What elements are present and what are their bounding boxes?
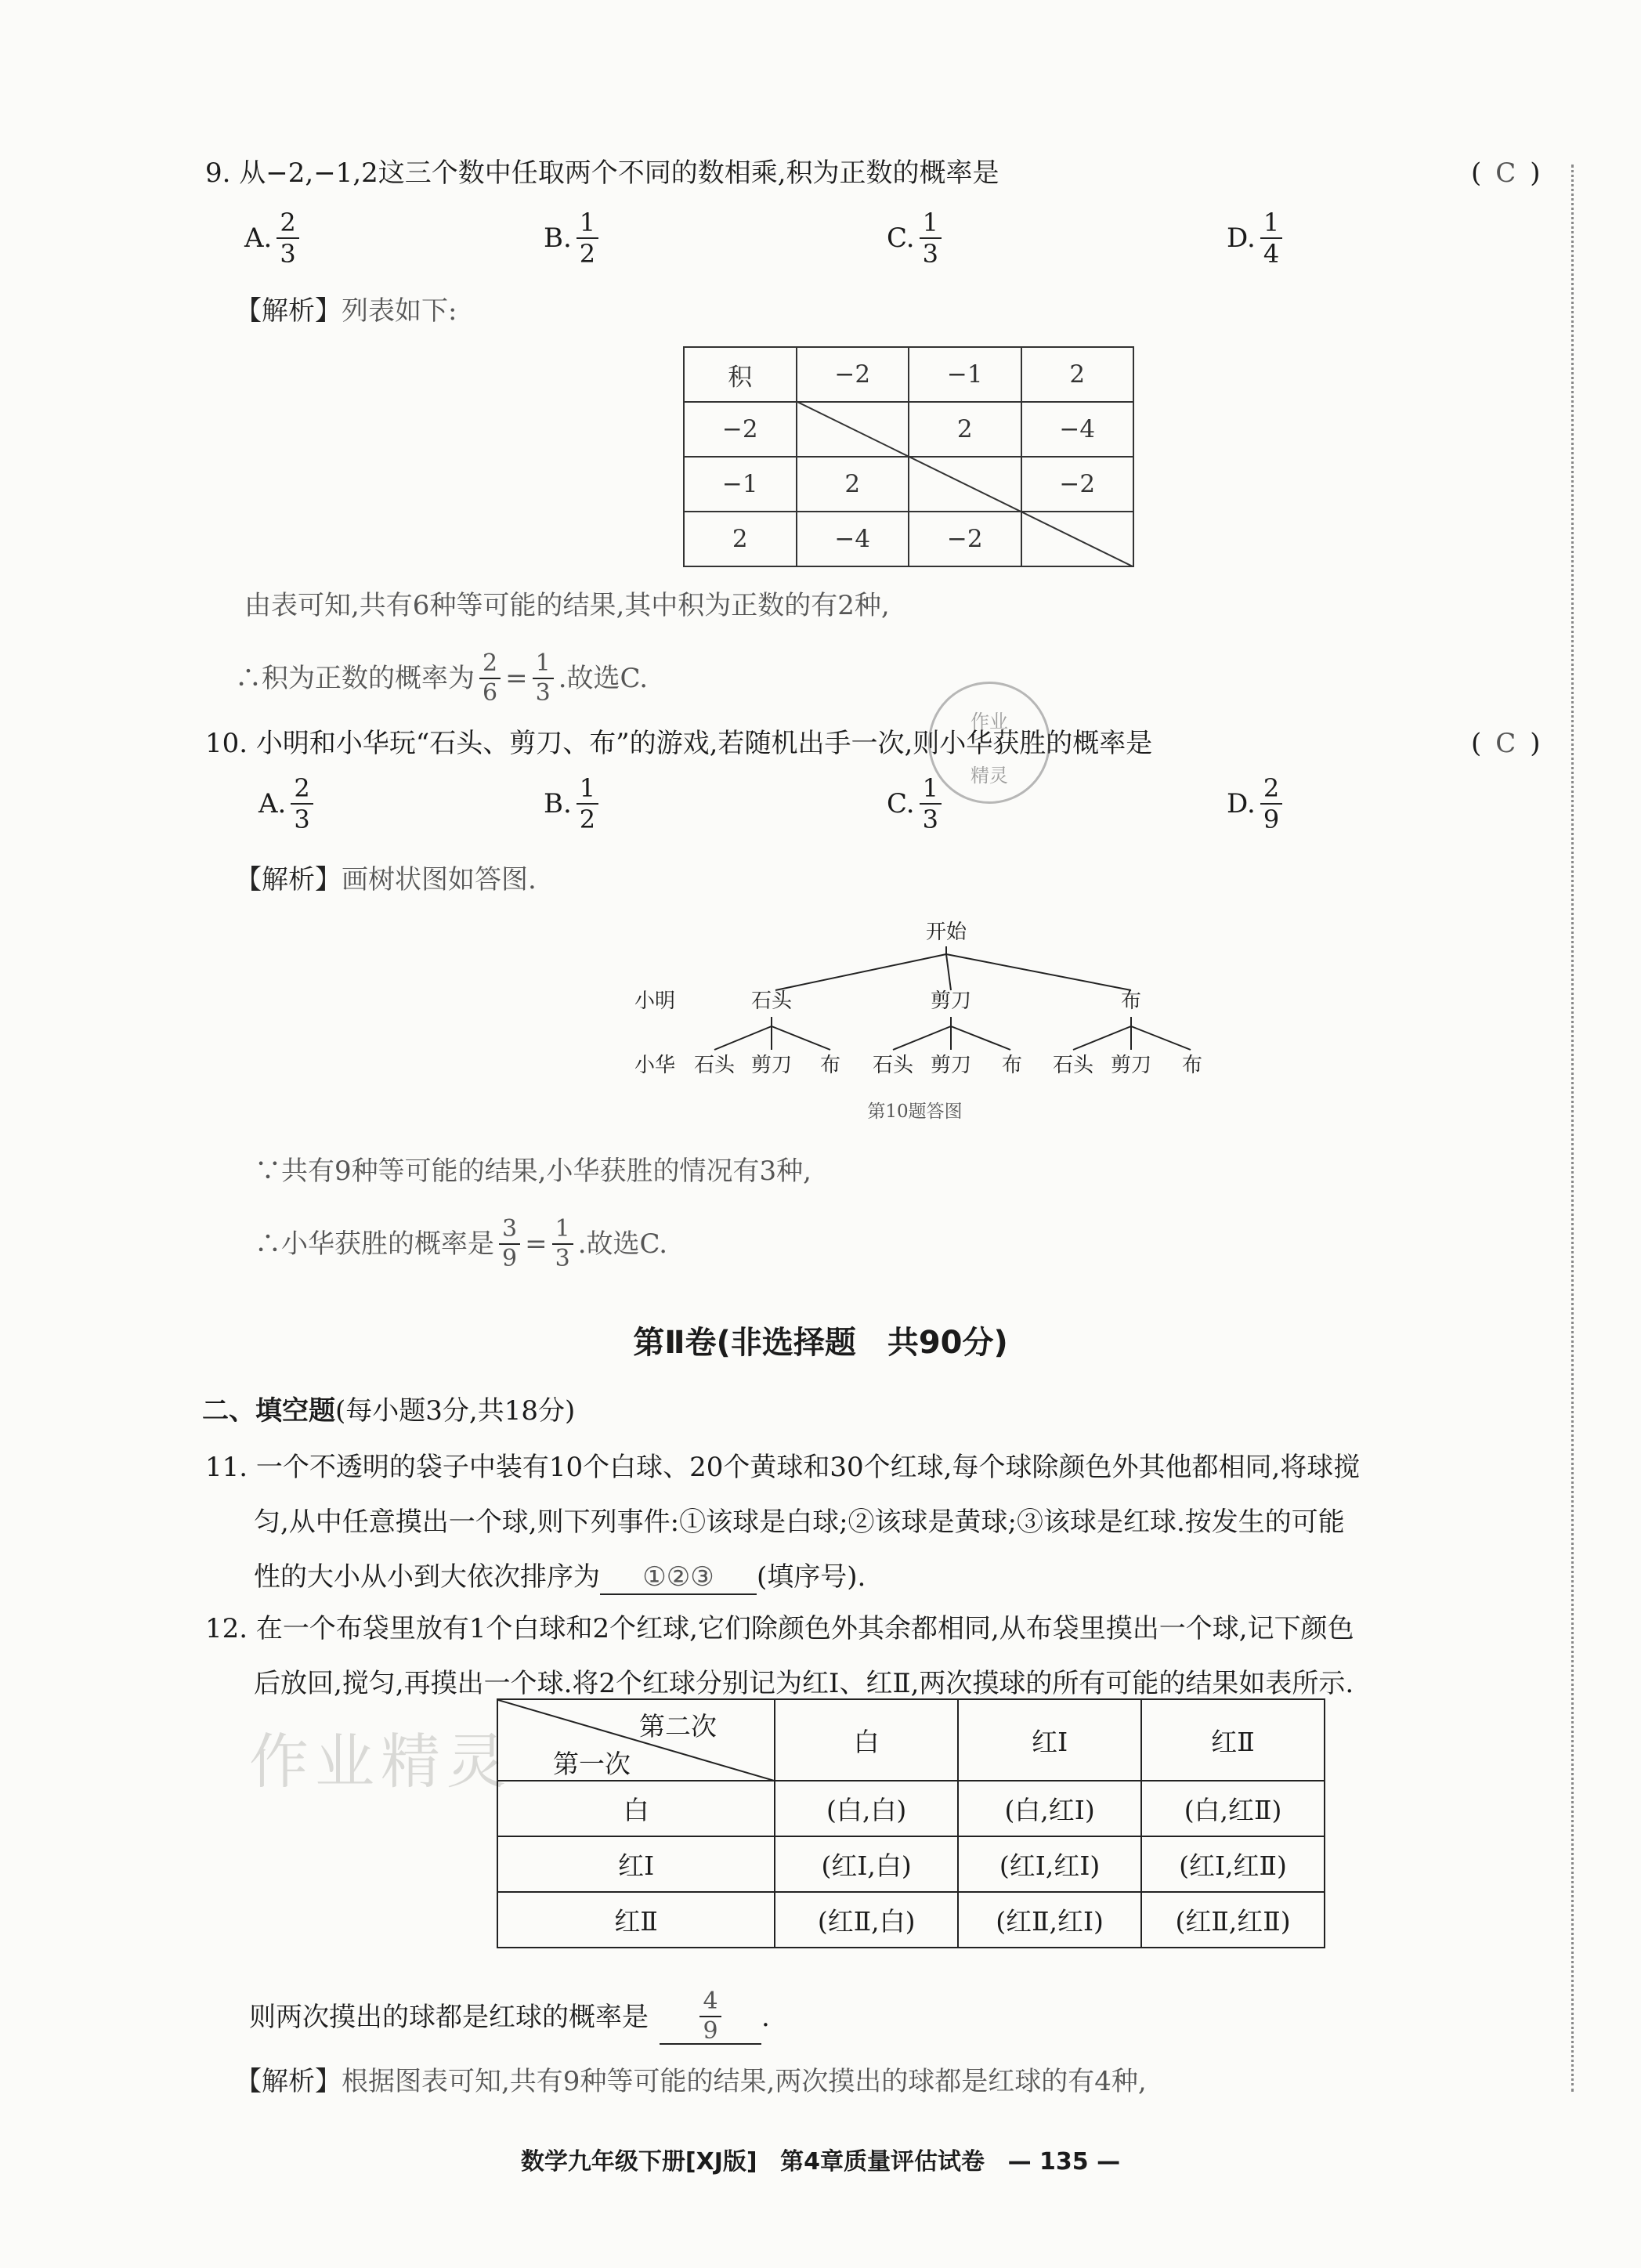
- watermark: 作业精灵: [249, 1727, 512, 1796]
- table-cell: (红Ⅱ,白): [775, 1892, 958, 1948]
- q9-option-d: D. $\frac{1}{4}$: [1227, 210, 1287, 266]
- table-cell: 2: [797, 457, 909, 512]
- corner-diagonal: [498, 1700, 777, 1781]
- q12-analysis: 【解析】根据图表可知,共有9种等可能的结果,两次摸出的球都是红球的有4种,: [235, 2066, 1147, 2097]
- q10-answer: C: [1495, 728, 1531, 759]
- tree-root: 开始: [925, 921, 967, 944]
- q10-option-c: C. $\frac{1}{3}$: [887, 776, 946, 832]
- page-footer: [0, 2142, 1641, 2176]
- q12-outcome-table: [497, 1698, 1325, 1948]
- q11-number: 11.: [205, 1452, 248, 1483]
- table-cell: 2: [909, 402, 1021, 457]
- table-header-cell: −2: [797, 347, 909, 402]
- q12-number: 12.: [205, 1613, 248, 1644]
- tree-caption: 第10题答图: [867, 1101, 963, 1122]
- tree-row-label-xiaohua: 小华: [634, 1054, 676, 1077]
- tree-leaf: 剪刀: [930, 1054, 972, 1077]
- tree-leaf: 剪刀: [1110, 1054, 1152, 1077]
- tree-branch: 剪刀: [930, 989, 972, 1013]
- table-cell: −2: [684, 402, 797, 457]
- q12-answer-blank: $\frac{4}{9}$: [660, 1990, 761, 2045]
- footer-book: 数学九年级下册[XJ版]: [520, 2148, 757, 2176]
- tree-branch: 石头: [750, 989, 793, 1013]
- table-cell: (白,红Ⅰ): [958, 1781, 1141, 1836]
- section-title: 第Ⅱ卷(非选择题 共90分): [633, 1325, 1008, 1361]
- table-header-cell: 2: [1021, 347, 1134, 402]
- q9-product-table: [683, 346, 1134, 567]
- q10-number: 10.: [205, 728, 248, 759]
- tree-branch: 布: [1120, 989, 1142, 1013]
- table-cell: −2: [1021, 457, 1134, 512]
- q9-conclusion-1: 由表可知,共有6种等可能的结果,其中积为正数的有2种,: [244, 590, 890, 621]
- table-header-cell: 红Ⅱ: [1141, 1699, 1325, 1781]
- q10-answer-bracket: ( C): [1471, 728, 1541, 759]
- table-header-cell: 白: [775, 1699, 958, 1781]
- table-cell: (红Ⅰ,红Ⅱ): [1141, 1836, 1325, 1892]
- q11-answer-blank: ①②③: [600, 1561, 757, 1595]
- footer-chapter: 第4章质量评估试卷: [780, 2148, 985, 2176]
- q11-line3: 性的大小从小到大依次排序为 ①②③ (填序号).: [254, 1561, 866, 1595]
- q9-stem-text: 从−2,−1,2这三个数中任取两个不同的数相乘,积为正数的概率是: [239, 157, 999, 189]
- diagonal-line: [683, 346, 1134, 567]
- table-header-cell: −1: [909, 347, 1021, 402]
- tree-leaf: 布: [1001, 1054, 1023, 1077]
- table-cell: (红Ⅱ,红Ⅱ): [1141, 1892, 1325, 1948]
- table-cell: −4: [797, 512, 909, 566]
- q12-question: 则两次摸出的球都是红球的概率是 $\frac{4}{9}$ .: [249, 1988, 770, 2045]
- tree-leaf: 剪刀: [750, 1054, 793, 1077]
- corner-top-label: 第二次: [639, 1711, 717, 1742]
- table-cell: −1: [684, 457, 797, 512]
- q10-analysis: 【解析】画树状图如答图.: [235, 864, 537, 895]
- q9-option-c: C. $\frac{1}{3}$: [887, 210, 946, 266]
- q9-stem: [205, 157, 999, 190]
- tree-leaf: 布: [1181, 1054, 1203, 1077]
- tree-leaf: 石头: [872, 1054, 914, 1077]
- table-cell: 2: [684, 512, 797, 566]
- q9-analysis: 【解析】列表如下:: [235, 295, 457, 327]
- table-cell: (红Ⅰ,红Ⅰ): [958, 1836, 1141, 1892]
- tree-row-label-xiaoming: 小明: [634, 989, 676, 1013]
- q9-conclusion-2: ∴积为正数的概率为 $\frac{2}{6}$ = $\frac{1}{3}$ .故选C.: [235, 649, 649, 707]
- tree-leaf: 石头: [693, 1054, 736, 1077]
- table-cell: (白,白): [775, 1781, 958, 1836]
- q11-line2: 匀,从中任意摸出一个球,则下列事件:①该球是白球;②该球是黄球;③该球是红球.按发生的可能: [254, 1507, 1345, 1538]
- table-row-head: 红Ⅱ: [497, 1892, 775, 1948]
- q10-stem: [205, 727, 1152, 760]
- q10-option-b: B. $\frac{1}{2}$: [544, 776, 603, 832]
- q11-line1: 11. 一个不透明的袋子中装有10个白球、20个黄球和30个红球,每个球除颜色外其他都相同,将球搅: [205, 1452, 1361, 1483]
- table-cell: (红Ⅱ,红Ⅰ): [958, 1892, 1141, 1948]
- page-number: — 135 —: [1007, 2148, 1121, 2176]
- tree-leaf: 石头: [1052, 1054, 1094, 1077]
- binding-margin-line: [1571, 165, 1574, 2092]
- q10-option-a: A. $\frac{2}{3}$: [258, 776, 318, 832]
- tree-leaf: 布: [819, 1054, 841, 1077]
- table-row-head: 白: [497, 1781, 775, 1836]
- q10-conclusion-2: ∴小华获胜的概率是 $\frac{3}{9}$ = $\frac{1}{3}$ .故选C.: [255, 1215, 668, 1272]
- table-cell: (红Ⅰ,白): [775, 1836, 958, 1892]
- q12-line2: 后放回,搅匀,再摸出一个球.将2个红球分别记为红Ⅰ、红Ⅱ,两次摸球的所有可能的结果如表所示.: [254, 1668, 1354, 1699]
- stamp-seal: 作业 精灵: [928, 682, 1050, 804]
- q9-option-a: A. $\frac{2}{3}$: [244, 210, 304, 266]
- part2-heading: 二、填空题(每小题3分,共18分): [202, 1395, 576, 1427]
- q9-answer: C: [1495, 157, 1531, 189]
- q12-line1: 12. 在一个布袋里放有1个白球和2个红球,它们除颜色外其余都相同,从布袋里摸出一个球,记下颜色: [205, 1613, 1354, 1644]
- table-corner-cell: [497, 1699, 775, 1781]
- table-header-cell: 红Ⅰ: [958, 1699, 1141, 1781]
- q10-stem-text: 小明和小华玩“石头、剪刀、布”的游戏,若随机出手一次,则小华获胜的概率是: [255, 728, 1153, 759]
- table-header-cell: 积: [684, 347, 797, 402]
- table-cell: −4: [1021, 402, 1134, 457]
- table-cell: −2: [909, 512, 1021, 566]
- q9-answer-bracket: ( C): [1471, 157, 1541, 189]
- q9-number: 9.: [205, 157, 231, 189]
- q10-option-d: D. $\frac{2}{9}$: [1227, 776, 1287, 832]
- corner-bottom-label: 第一次: [553, 1749, 631, 1779]
- table-row-head: 红Ⅰ: [497, 1836, 775, 1892]
- table-cell: (白,红Ⅱ): [1141, 1781, 1325, 1836]
- q9-option-b: B. $\frac{1}{2}$: [544, 210, 603, 266]
- tree-diagram: [611, 909, 1238, 1128]
- q10-conclusion-1: ∵共有9种等可能的结果,小华获胜的情况有3种,: [255, 1156, 811, 1187]
